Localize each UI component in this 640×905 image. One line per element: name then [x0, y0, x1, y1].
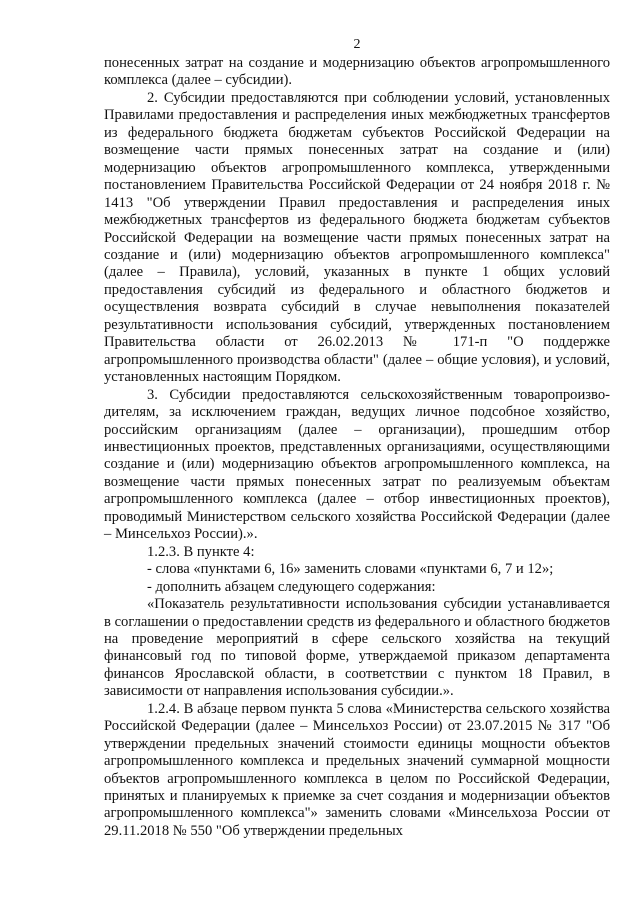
- paragraph-item-3: 3. Субсидии предоставляются сельскохозяйственным товаропроизво-дителям, за исключением граждан, ведущих личное подсобное хозяйство, российским организациям (далее – организации), прошедшим отбор инвестиционных проектов, представленных организациями, осуществляющими создание и (или) модернизацию объектов агропромышленного комплекса, на возмещение части прямых понесенных затрат по реализуемым объектам агропромышленного комплекса (далее – отбор инвестиционных проектов), проводимый Министерством сельского хозяйства Российской Федерации (далее – Минсельхоз России).».: [104, 386, 610, 543]
- paragraph-1-2-4: 1.2.4. В абзаце первом пункта 5 слова «Министерства сельского хозяйства Российской Федерации (далее – Минсельхоз России) от 23.07.2015 № 317 "Об утверждении предельных значений стоимости единицы мощности объектов агропромышленного комплекса и предельных значений суммарной мощности объектов агропромышленного комплекса в целом по Российской Федерации, принятых и планируемых к приемке за счет создания и модернизации объектов агропромышленного комплекса"» заменить словами «Минсельхоза России от 29.11.2018 № 550 "Об утверждении предельных: [104, 700, 610, 839]
- paragraph-quoted-indicator: «Показатель результативности использования субсидии устанавливается в соглашении о предоставлении средств из федерального и областного бюджетов на проведение мероприятий в сфере сельского хозяйства на текущий финансовый год по типовой форме, утверждаемой приказом департамента финансов Ярославской области, в соответствии с пунктом 18 Правил, в зависимости от направления использования субсидии.».: [104, 596, 610, 700]
- list-item-add-paragraph: - дополнить абзацем следующего содержания:: [147, 578, 436, 595]
- list-item-replace-words: - слова «пунктами 6, 16» заменить словами «пунктами 6, 7 и 12»;: [147, 561, 554, 578]
- paragraph-continuation: понесенных затрат на создание и модернизацию объектов агропромышленного комплекса (далее – субсидии).: [104, 55, 610, 89]
- paragraph-1-2-3: 1.2.3. В пункте 4:: [147, 543, 255, 560]
- page-number: 2: [353, 37, 361, 52]
- paragraph-item-2: 2. Субсидии предоставляются при соблюдении условий, установленных Правилами предоставления и распределения иных межбюджетных трансфертов из федерального бюджета бюджетам субъектов Российской Федерации на возмещение части прямых понесенных затрат на создание и (или) модернизацию объектов агропромышленного комплекса, утвержденными постановлением Правительства Российской Федерации от 24 ноября 2018 г. № 1413 "Об утверждении Правил предоставления и распределения иных межбюджетных трансфертов из федерального бюджета бюджетам субъектов Российской Федерации на возмещение части прямых понесенных затрат на создание и (или) модернизацию объектов агропромышленного комплекса" (далее – Правила), условий, указанных в пункте 1 общих условий предоставления субсидий из федерального и областного бюджетов и осуществления возврата субсидий в случае невыполнения показателей результативности использования субсидий, утвержденных постановлением Правительства области от 26.02.2013 № 171-п "О поддержке агропромышленного производства области" (далее – общие условия), и условий, установленных настоящим Порядком.: [104, 89, 610, 386]
- document-page: [104, 36, 610, 840]
